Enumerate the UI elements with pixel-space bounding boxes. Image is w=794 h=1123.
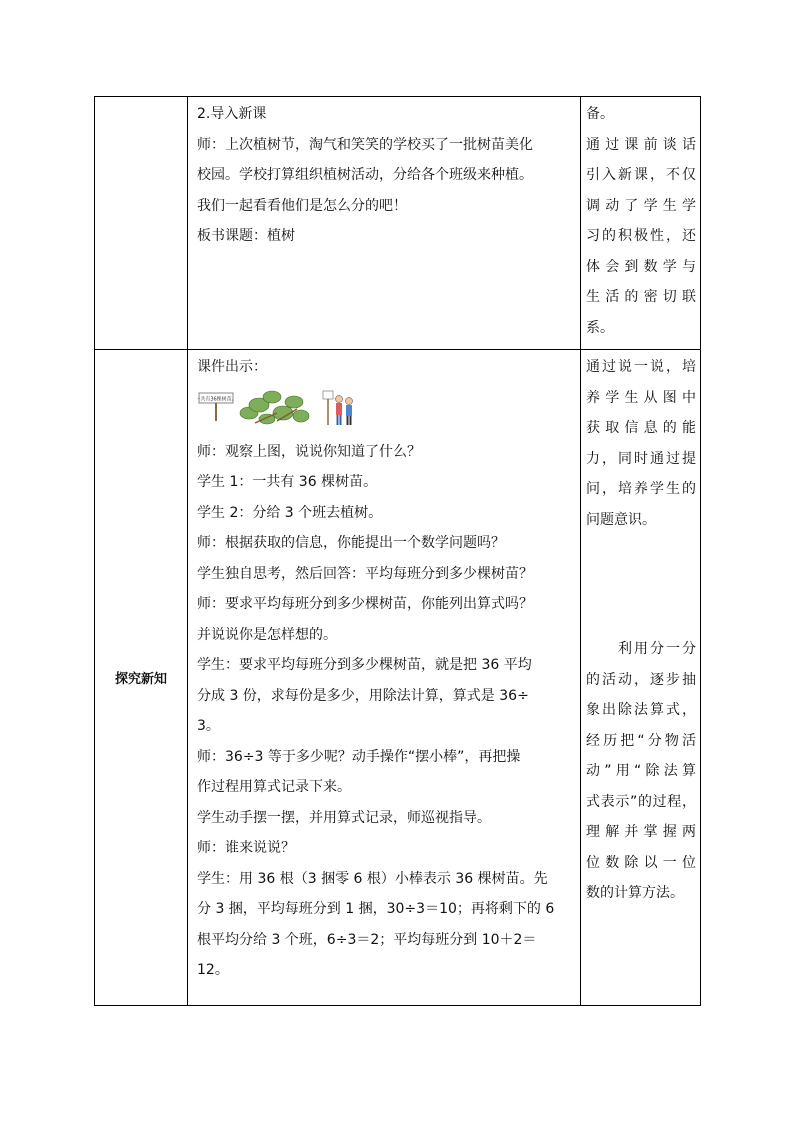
note-line: 理解并掌握两: [586, 824, 696, 840]
section-label: 探究新知: [114, 672, 167, 687]
note-line: 体会到数学与: [586, 258, 696, 275]
text-line: 12。: [197, 962, 229, 978]
text-line: 3。: [197, 718, 220, 734]
main-content-cell: [188, 350, 581, 1006]
text-line: 分 3 捆，平均每班分到 1 捆，30÷3＝10；再将剩下的 6: [197, 901, 555, 917]
note-line: 生活的密切联: [586, 289, 696, 305]
courseware-illustration: [197, 383, 575, 437]
note-line: 式表示”的过程，: [586, 793, 696, 810]
note-line: 经历把“分物活: [586, 732, 696, 749]
text-line: 学生 1：一共有 36 棵树苗。: [197, 474, 378, 490]
note-line: 位数除以一位: [586, 854, 696, 871]
note-line: 通过说一说，培: [586, 359, 696, 375]
note-line: 象出除法算式，: [586, 702, 696, 718]
text-line: 学生：要求平均每班分到多少棵树苗，就是把 36 平均: [197, 657, 532, 673]
text-line: 作过程用算式记录下来。: [197, 779, 351, 795]
trees-icon: [240, 391, 309, 424]
text-line: 分成 3 份，求每份是多少，用除法计算，算式是 36÷: [197, 687, 529, 704]
note-line: 调动了学生学: [586, 197, 696, 214]
note-line: 问题意识。: [586, 511, 656, 528]
tree-seedlings-illustration: [197, 383, 367, 437]
text-line: 2.导入新课: [197, 106, 267, 122]
text-line: 我们一起看看他们是怎么分的吧！: [197, 197, 407, 214]
text-line: 课件出示：: [197, 359, 267, 375]
note-line: 习的积极性，还: [586, 228, 696, 244]
note-line: 问，培养学生的: [586, 481, 696, 497]
text-line: 并说说你是怎样想的。: [197, 626, 337, 643]
section-label-cell: [95, 97, 188, 350]
text-line: 学生：用 36 根（3 捆零 6 根）小棒表示 36 棵树苗。先: [197, 870, 548, 887]
note-line: 备。: [586, 106, 614, 122]
note-line: 利用分一分: [586, 641, 696, 657]
text-line: 校园。学校打算组织植树活动，分给各个班级来种植。: [197, 167, 533, 183]
sign-text: 一共有36棵树苗。: [197, 396, 237, 402]
main-content-cell: [188, 97, 581, 350]
text-line: 学生 2：分给 3 个班去植树。: [197, 504, 383, 521]
design-note-cell: [581, 97, 701, 350]
text-line: 学生独自思考，然后回答：平均每班分到多少棵树苗？: [197, 565, 533, 582]
lesson-plan-table: [94, 96, 701, 1006]
note-line: 系。: [586, 319, 614, 336]
note-line: 养学生从图中: [586, 389, 696, 406]
note-line: 的活动，逐步抽: [586, 671, 696, 688]
text-line: 师：36÷3 等于多少呢？动手操作“摆小棒”，再把操: [197, 748, 521, 765]
note-line: 获取信息的能: [586, 420, 696, 436]
note-line: 数的计算方法。: [586, 885, 684, 901]
table-row-intro: [95, 97, 701, 350]
note-line: 动”用“除法算: [586, 763, 696, 779]
text-line: 师：上次植树节，淘气和笑笑的学校买了一批树苗美化: [197, 136, 533, 153]
note-line: 引入新课，不仅: [586, 167, 696, 183]
table-row-explore: [95, 350, 701, 1006]
text-line: 师：要求平均每班分到多少棵树苗，你能列出算式吗？: [197, 596, 533, 612]
text-line: 师：谁来说说？: [197, 840, 295, 856]
text-line: 学生动手摆一摆，并用算式记录，师巡视指导。: [197, 809, 491, 826]
children-icon: [323, 391, 353, 425]
text-line: 板书课题：植树: [197, 228, 295, 244]
section-label-cell: [95, 350, 188, 1006]
design-note-cell: [581, 350, 701, 1006]
text-line: 根平均分给 3 个班，6÷3＝2；平均每班分到 10＋2＝: [197, 931, 537, 948]
text-line: 师：根据获取的信息，你能提出一个数学问题吗？: [197, 535, 505, 551]
sign-board-icon: [197, 393, 237, 421]
text-line: 师：观察上图，说说你知道了什么？: [197, 443, 421, 460]
note-line: 通过课前谈话: [586, 136, 696, 153]
note-line: 力，同时通过提: [586, 450, 696, 467]
